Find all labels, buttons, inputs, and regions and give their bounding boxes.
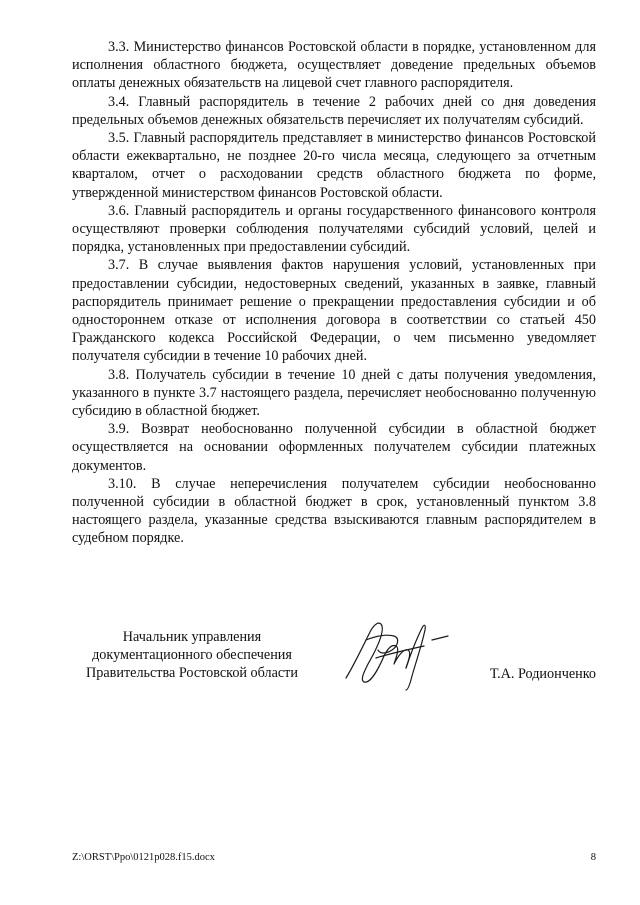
page-number: 8 xyxy=(590,852,596,863)
paragraph-3-7: 3.7. В случае выявления фактов нарушения условий, установленных при предоставлении субсидии, недостоверных сведений, указанных в заявке, главный распорядитель принимает решение о прекращении предоставления субсидии и об одностороннем отказе от исполнения договора в соответствии со статьей 450 Гражданского кодекса Российской Федерации, о чем письменно уведомляет получателя субсидии в течение 10 рабочих дней. xyxy=(72,257,596,365)
paragraph-3-10: 3.10. В случае неперечисления получателем субсидии необоснованно полученной субсидии в областной бюджет в срок, установленный пунктом 3.8 настоящего раздела, указанные средства взыскиваются главным распорядителем в судебном порядке. xyxy=(72,475,596,547)
footer-file-path: Z:\ORST\Ppo\0121p028.f15.docx xyxy=(72,852,215,863)
signatory-title xyxy=(72,628,312,683)
paragraph-3-9: 3.9. Возврат необоснованно полученной субсидии в областной бюджет осуществляется на основании оформленных получателем субсидии платежных документов. xyxy=(72,421,596,474)
paragraph-3-6: 3.6. Главный распорядитель и органы государственного финансового контроля осуществляют проверки соблюдения получателями субсидий условий, целей и порядка, установленных при предоставлении субсидий. xyxy=(72,202,596,256)
signatory-name: Т.А. Родионченко xyxy=(489,666,596,682)
paragraph-3-5: 3.5. Главный распорядитель представляет в министерство финансов Ростовской области ежеквартально, не позднее 20-го числа месяца, следующего за отчетным кварталом, отчет о расходовании средств областного бюджета по форме, утвержденной министерством финансов Ростовской области. xyxy=(72,130,596,201)
paragraph-3-8: 3.8. Получатель субсидии в течение 10 дней с даты получения уведомления, указанного в пункте 3.7 настоящего раздела, перечисляет необоснованно полученную субсидию в областной бюджет. xyxy=(72,366,596,420)
signatory-title-line: Начальник управления xyxy=(122,629,262,645)
paragraph-3-3: 3.3. Министерство финансов Ростовской области в порядке, установленном для исполнения областного бюджета, осуществляет доведение предельных объемов оплаты денежных обязательств на лицевой счет главного распорядителя. xyxy=(72,39,596,92)
document-body xyxy=(72,38,596,548)
signatory-title-line: Правительства Ростовской области xyxy=(86,665,298,682)
handwritten-signature xyxy=(336,610,456,692)
signatory-title-line: документационного обеспечения xyxy=(92,647,292,664)
paragraph-3-4: 3.4. Главный распорядитель в течение 2 рабочих дней со дня доведения предельных объемов денежных обязательств перечисляет их получателям субсидий. xyxy=(72,93,596,128)
